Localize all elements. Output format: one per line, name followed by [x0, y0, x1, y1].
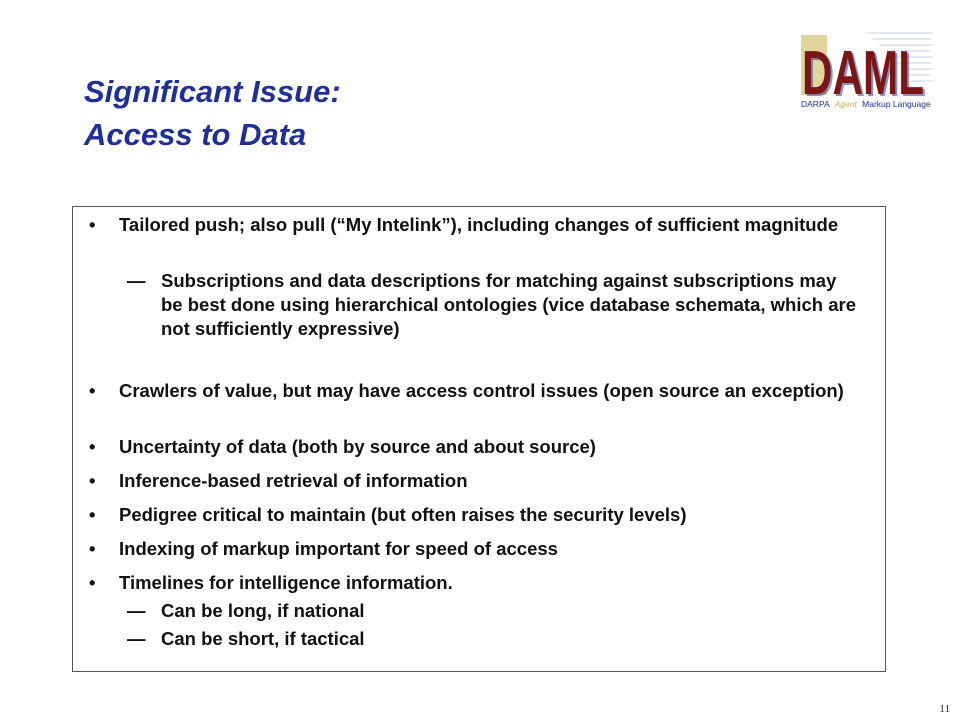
bullet-text: Inference-based retrieval of information [119, 470, 468, 491]
content-box [72, 206, 886, 672]
title-line-1: Significant Issue: [84, 74, 341, 109]
dash-marker: — [127, 270, 146, 291]
logo-tagline [801, 99, 931, 109]
logo-tagline-agent: Agent [834, 99, 857, 109]
logo-tagline-darpa: DARPA [801, 99, 830, 109]
bullet-text: Can be long, if national [161, 600, 365, 621]
title-line-2: Access to Data [84, 117, 307, 152]
bullet-marker: • [89, 470, 96, 491]
bullet-marker: • [89, 436, 96, 457]
logo-letters: DAML [802, 39, 924, 108]
bullet-text: Uncertainty of data (both by source and about source) [119, 436, 596, 457]
bullet-text: Timelines for intelligence information. [119, 572, 453, 593]
svg-text:DAML: DAML [804, 41, 926, 110]
bullet-text: Indexing of markup important for speed of access [119, 538, 558, 559]
bullet-marker: • [89, 214, 96, 235]
bullet-text: Crawlers of value, but may have access control issues (open source an exception) [119, 380, 844, 401]
bullet-text: Can be short, if tactical [161, 628, 365, 649]
bullet-marker: • [89, 504, 96, 525]
bullet-marker: • [89, 380, 96, 401]
bullet-text: Pedigree critical to maintain (but often raises the security levels) [119, 504, 687, 525]
logo-tagline-markup: Markup Language [862, 99, 931, 109]
dash-marker: — [127, 628, 146, 649]
bullet-text: Tailored push; also pull (“My Intelink”), including changes of sufficient magnitude [119, 214, 839, 235]
bullet-text: Subscriptions and data descriptions for matching against subscriptions may be best done using hierarchical ontologies (vice database schemata, which are not sufficiently expressive) [161, 270, 856, 339]
page-number: 11 [939, 703, 950, 715]
slide-title [84, 70, 341, 156]
daml-logo-graphic [795, 25, 935, 110]
dash-marker: — [127, 600, 146, 621]
bullet-marker: • [89, 538, 96, 559]
daml-logo [795, 25, 935, 110]
bullet-marker: • [89, 572, 96, 593]
